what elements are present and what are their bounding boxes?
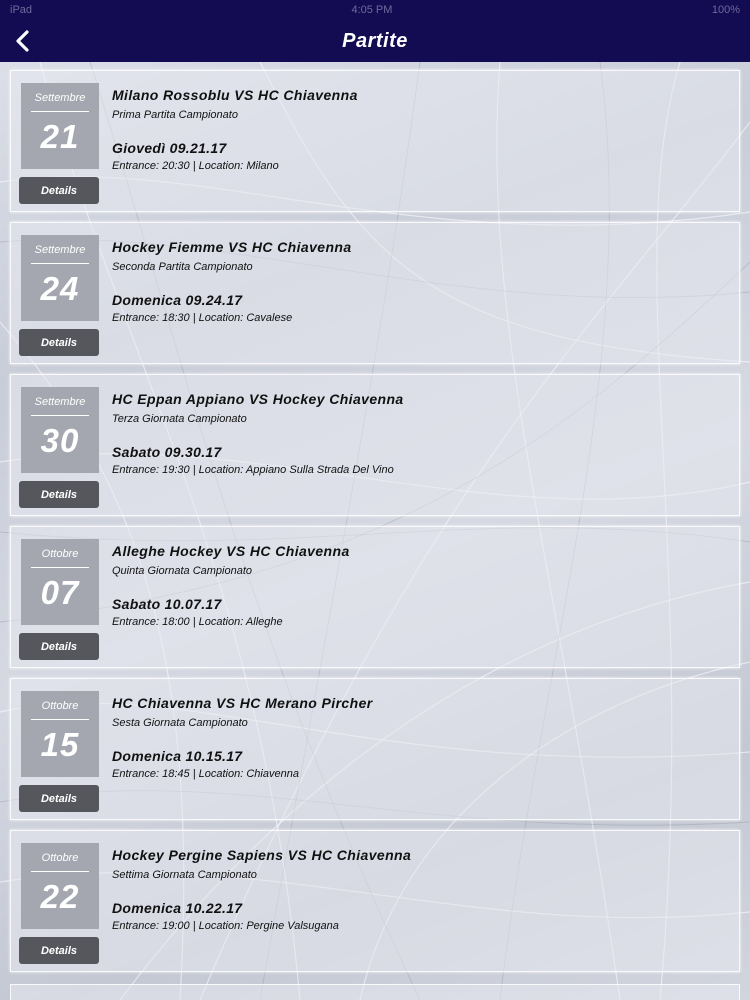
match-card [10,830,740,972]
match-subtitle: Sesta Giornata Campionato [112,717,248,729]
match-entrance-location: Entrance: 18:00 | Location: Alleghe [112,616,283,628]
details-button[interactable]: Details [19,633,99,660]
match-subtitle: Settima Giornata Campionato [112,869,257,881]
match-title: Milano Rossoblu VS HC Chiavenna [112,87,358,103]
status-time: 4:05 PM [351,4,393,16]
date-badge [21,539,99,625]
date-month: Settembre [34,92,86,104]
date-day: 21 [40,118,80,155]
date-divider [31,415,89,416]
match-card [10,70,740,212]
match-info [112,239,729,324]
details-button[interactable]: Details [19,329,99,356]
date-badge [21,235,99,321]
match-title: Hockey Fiemme VS HC Chiavenna [112,239,352,255]
date-badge [21,83,99,169]
status-bar [0,0,750,20]
match-date: Sabato 09.30.17 [112,444,222,460]
match-info [112,87,729,172]
date-divider [31,871,89,872]
match-entrance-location: Entrance: 18:45 | Location: Chiavenna [112,768,299,780]
match-entrance-location: Entrance: 20:30 | Location: Milano [112,160,279,172]
match-entrance-location: Entrance: 18:30 | Location: Cavalese [112,312,293,324]
match-card [10,678,740,820]
chevron-left-icon [14,30,32,52]
date-month: Ottobre [41,852,79,864]
date-month: Settembre [34,396,86,408]
match-info [112,695,729,780]
date-day: 07 [40,574,80,611]
date-divider [31,719,89,720]
match-info [112,847,729,932]
match-card [10,526,740,668]
match-info [112,543,729,628]
match-entrance-location: Entrance: 19:00 | Location: Pergine Valsugana [112,920,339,932]
match-card [10,222,740,364]
details-button[interactable]: Details [19,481,99,508]
date-day: 30 [40,422,80,459]
date-badge [21,691,99,777]
match-title: HC Eppan Appiano VS Hockey Chiavenna [112,391,404,407]
match-date: Domenica 10.15.17 [112,748,243,764]
details-button[interactable]: Details [19,785,99,812]
date-day: 15 [40,726,80,763]
match-date: Domenica 09.24.17 [112,292,243,308]
navigation-bar [0,20,750,62]
date-month: Ottobre [41,548,79,560]
match-title: HC Chiavenna VS HC Merano Pircher [112,695,373,711]
match-card [10,374,740,516]
date-day: 22 [40,878,80,915]
date-badge [21,387,99,473]
date-divider [31,111,89,112]
details-button[interactable]: Details [19,177,99,204]
carrier-label: iPad [10,4,33,16]
match-info [112,391,729,476]
date-day: 24 [40,270,80,307]
match-title: Alleghe Hockey VS HC Chiavenna [112,543,350,559]
match-list [10,70,740,982]
details-button[interactable]: Details [19,937,99,964]
page-title: Partite [342,29,408,52]
back-button[interactable] [6,24,40,58]
date-divider [31,263,89,264]
date-month: Settembre [34,244,86,256]
match-date: Sabato 10.07.17 [112,596,222,612]
match-entrance-location: Entrance: 19:30 | Location: Appiano Sulla Strada Del Vino [112,464,394,476]
match-date: Domenica 10.22.17 [112,900,243,916]
date-badge [21,843,99,929]
battery-label: 100% [711,4,740,16]
match-date: Giovedì 09.21.17 [112,140,227,156]
match-subtitle: Quinta Giornata Campionato [112,565,253,577]
match-title: Hockey Pergine Sapiens VS HC Chiavenna [112,847,412,863]
match-subtitle: Prima Partita Campionato [112,109,238,121]
match-subtitle: Seconda Partita Campionato [112,261,253,273]
date-divider [31,567,89,568]
match-card-partial [10,984,740,1000]
date-month: Ottobre [41,700,79,712]
match-subtitle: Terza Giornata Campionato [112,413,247,425]
